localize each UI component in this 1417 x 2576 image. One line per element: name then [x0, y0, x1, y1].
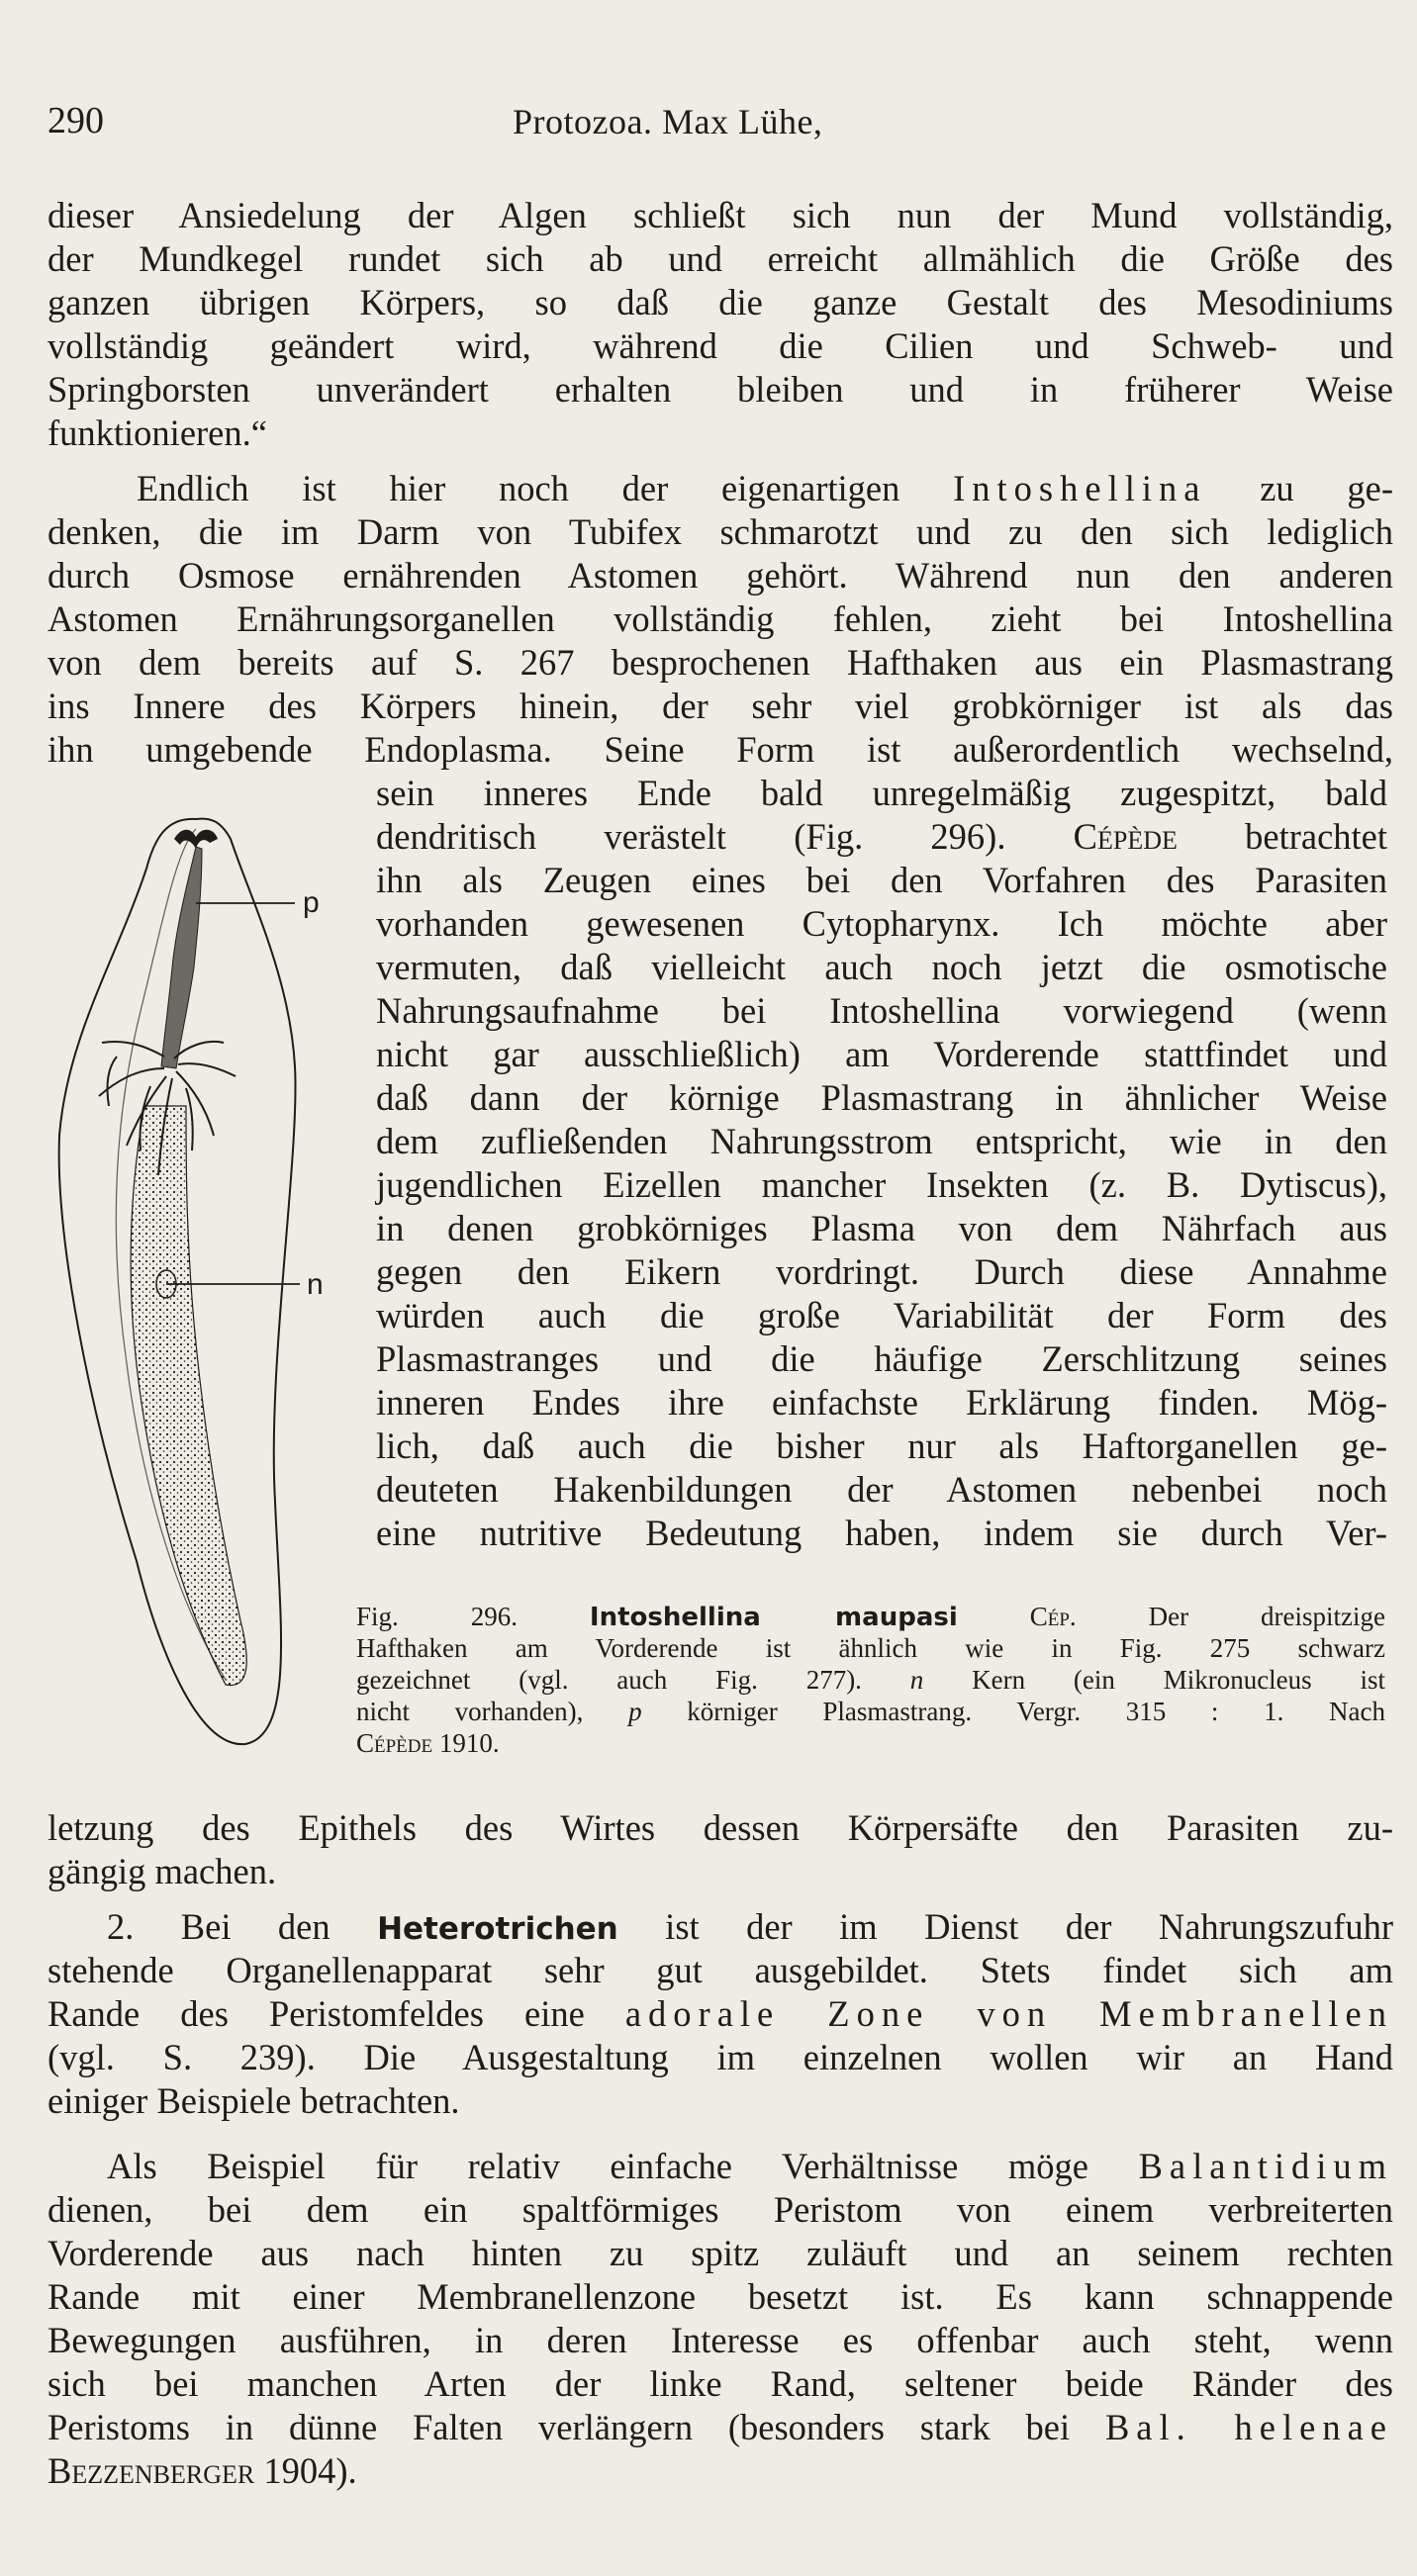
- species-author: Cép.: [1029, 1602, 1077, 1631]
- text-line: (vgl. S. 239). Die Ausgestaltung im einzelnen wollen wir an Hand: [47, 2037, 1393, 2077]
- text-line: [376, 815, 1387, 859]
- text-line: der Mundkegel rundet sich ab und erreicht allmählich die Größe des: [47, 238, 1393, 279]
- plasma-strand: [161, 847, 202, 1068]
- text-fragment: Endlich ist hier noch der eigenartigen: [137, 468, 900, 508]
- label-ref-p: p: [628, 1697, 642, 1726]
- author-name: Cépède: [1073, 816, 1178, 857]
- granular-plasma: [131, 1106, 246, 1686]
- text-fragment: ist der im Dienst der Nahrungszufuhr: [665, 1906, 1394, 1947]
- text-line: würden auch die große Variabilität der Form des: [376, 1295, 1387, 1335]
- text-line: ganzen übrigen Körpers, so daß die ganze Gestalt des Mesodiniums: [47, 282, 1393, 322]
- text-line: durch Osmose ernährenden Astomen gehört. Während nun den anderen: [47, 555, 1393, 596]
- intoshellina-drawing: [47, 809, 344, 1759]
- text-line: Astomen Ernährungsorganellen vollständig fehlen, zieht bei Intoshellina: [47, 598, 1393, 639]
- text-line: in denen grobkörniges Plasma von dem Nährfach aus: [376, 1208, 1387, 1248]
- text-fragment: zu ge-: [1260, 468, 1394, 508]
- spaced-term: Balantidium: [1138, 2146, 1394, 2186]
- text-line: gängig machen.: [47, 1851, 277, 1891]
- label-ref-n: n: [909, 1665, 924, 1695]
- page-number: 290: [47, 100, 104, 141]
- text-line: daß dann der körnige Plasmastrang in ähnlicher Weise: [376, 1077, 1387, 1118]
- text-line: ihn umgebende Endoplasma. Seine Form ist außerordentlich wechselnd,: [47, 729, 1393, 770]
- figure-caption-line: [356, 1696, 1385, 1727]
- bold-term: Heterotrichen: [377, 1911, 618, 1947]
- text-line: dem zufließenden Nahrungsstrom entspricht, wie in den: [376, 1121, 1387, 1161]
- text-fragment: 2. Bei den: [107, 1906, 331, 1947]
- text-line: letzung des Epithels des Wirtes dessen Körpersäfte den Parasiten zu-: [47, 1807, 1393, 1848]
- text-line: Vorderende aus nach hinten zu spitz zuläuft und an seinem rechten: [47, 2233, 1393, 2273]
- text-fragment: Rande des Peristomfeldes eine: [47, 1993, 585, 2034]
- text-line: gegen den Eikern vordringt. Durch diese Annahme: [376, 1251, 1387, 1292]
- text-line: deuteten Hakenbildungen der Astomen nebenbei noch: [376, 1469, 1387, 1510]
- spaced-term: Intoshellina: [953, 468, 1207, 508]
- spaced-term: adorale Zone von Membranellen: [624, 1993, 1393, 2034]
- spaced-term: Bal. helenae: [1104, 2407, 1393, 2447]
- text-line: vermuten, daß vielleicht auch noch jetzt die osmotische: [376, 947, 1387, 987]
- running-header: [47, 99, 1373, 148]
- text-line: eine nutritive Bedeutung haben, indem sie durch Ver-: [376, 1513, 1387, 1553]
- text-line: von dem bereits auf S. 267 besprochenen Hafthaken aus ein Plasmastrang: [47, 642, 1393, 683]
- text-line: Plasmastranges und die häufige Zerschlitzung seines: [376, 1338, 1387, 1379]
- species-name: Intoshellina maupasi: [589, 1603, 958, 1632]
- paragraph-start-line: [137, 467, 1393, 510]
- text-line: vollständig geändert wird, während die Cilien und Schweb- und: [47, 325, 1393, 366]
- hafthaken-hook: [174, 830, 218, 849]
- text-fragment: Peristoms in dünne Falten verlängern (besonders stark bei: [47, 2407, 1071, 2447]
- figure-caption-line: [356, 1727, 1385, 1759]
- text-line: jugendlichen Eizellen mancher Insekten (z. B. Dytiscus),: [376, 1164, 1387, 1205]
- paragraph-start-line: [107, 1905, 1393, 1951]
- figure-number: Fig. 296.: [356, 1602, 518, 1631]
- text-line: Bewegungen ausführen, in deren Interesse es offenbar auch steht, wenn: [47, 2320, 1393, 2360]
- text-fragment: Als Beispiel für relativ einfache Verhältnisse möge: [107, 2146, 1088, 2186]
- text-fragment: dendritisch verästelt (Fig. 296).: [376, 816, 1006, 857]
- text-line: funktionieren.“: [47, 413, 267, 453]
- text-line: denken, die im Darm von Tubifex schmarotzt und zu den sich lediglich: [47, 511, 1393, 552]
- text-line: Springborsten unverändert erhalten bleiben und in früherer Weise: [47, 369, 1393, 410]
- text-line: einiger Beispiele betrachten.: [47, 2080, 460, 2121]
- text-fragment: betrachtet: [1245, 816, 1388, 857]
- text-line: [47, 2449, 1393, 2493]
- figure-caption-line: [356, 1601, 1385, 1633]
- text-fragment: gezeichnet (vgl. auch Fig. 277).: [356, 1665, 862, 1695]
- text-line: dieser Ansiedelung der Algen schließt sich nun der Mund vollständig,: [47, 195, 1393, 235]
- figure-caption-line: [356, 1664, 1385, 1696]
- text-line: [47, 1992, 1393, 2036]
- text-line: inneren Endes ihre einfachste Erklärung finden. Mög-: [376, 1382, 1387, 1423]
- citation-year: 1910.: [438, 1728, 500, 1758]
- text-line: sein inneres Ende bald unregelmäßig zugespitzt, bald: [376, 773, 1387, 813]
- text-line: nicht gar ausschließlich) am Vorderende stattfindet und: [376, 1034, 1387, 1074]
- text-fragment: Der dreispitzige: [1148, 1602, 1385, 1631]
- running-title: Protozoa. Max Lühe,: [513, 102, 823, 141]
- text-line: dienen, bei dem ein spaltförmiges Peristom von einem verbreiterten: [47, 2189, 1393, 2230]
- paragraph-start-line: [107, 2145, 1393, 2188]
- figure-296-illustration: [47, 809, 344, 1759]
- author-name: Cépède: [356, 1728, 433, 1758]
- text-line: vorhanden gewesenen Cytopharynx. Ich möchte aber: [376, 903, 1387, 944]
- text-line: sich bei manchen Arten der linke Rand, seltener beide Ränder des: [47, 2363, 1393, 2404]
- figure-caption-line: Hafthaken am Vorderende ist ähnlich wie in Fig. 275 schwarz: [356, 1633, 1385, 1663]
- text-line: ihn als Zeugen eines bei den Vorfahren des Parasiten: [376, 860, 1387, 900]
- text-line: Rande mit einer Membranellenzone besetzt ist. Es kann schnappende: [47, 2276, 1393, 2317]
- text-fragment: körniger Plasmastrang. Vergr. 315 : 1. Nach: [687, 1697, 1386, 1726]
- text-fragment: nicht vorhanden),: [356, 1697, 584, 1726]
- text-line: Nahrungsaufnahme bei Intoshellina vorwiegend (wenn: [376, 990, 1387, 1031]
- text-line: lich, daß auch die bisher nur als Haftorganellen ge-: [376, 1426, 1387, 1466]
- label-p: p: [303, 886, 320, 919]
- text-fragment: Kern (ein Mikronucleus ist: [972, 1665, 1385, 1695]
- text-line: [47, 2406, 1393, 2449]
- text-line: stehende Organellenapparat sehr gut ausgebildet. Stets findet sich am: [47, 1950, 1393, 1990]
- label-n: n: [307, 1268, 324, 1301]
- text-line: ins Innere des Körpers hinein, der sehr viel grobkörniger ist als das: [47, 686, 1393, 726]
- author-name: Bezzenberger: [47, 2450, 255, 2491]
- citation-year: 1904).: [263, 2450, 357, 2491]
